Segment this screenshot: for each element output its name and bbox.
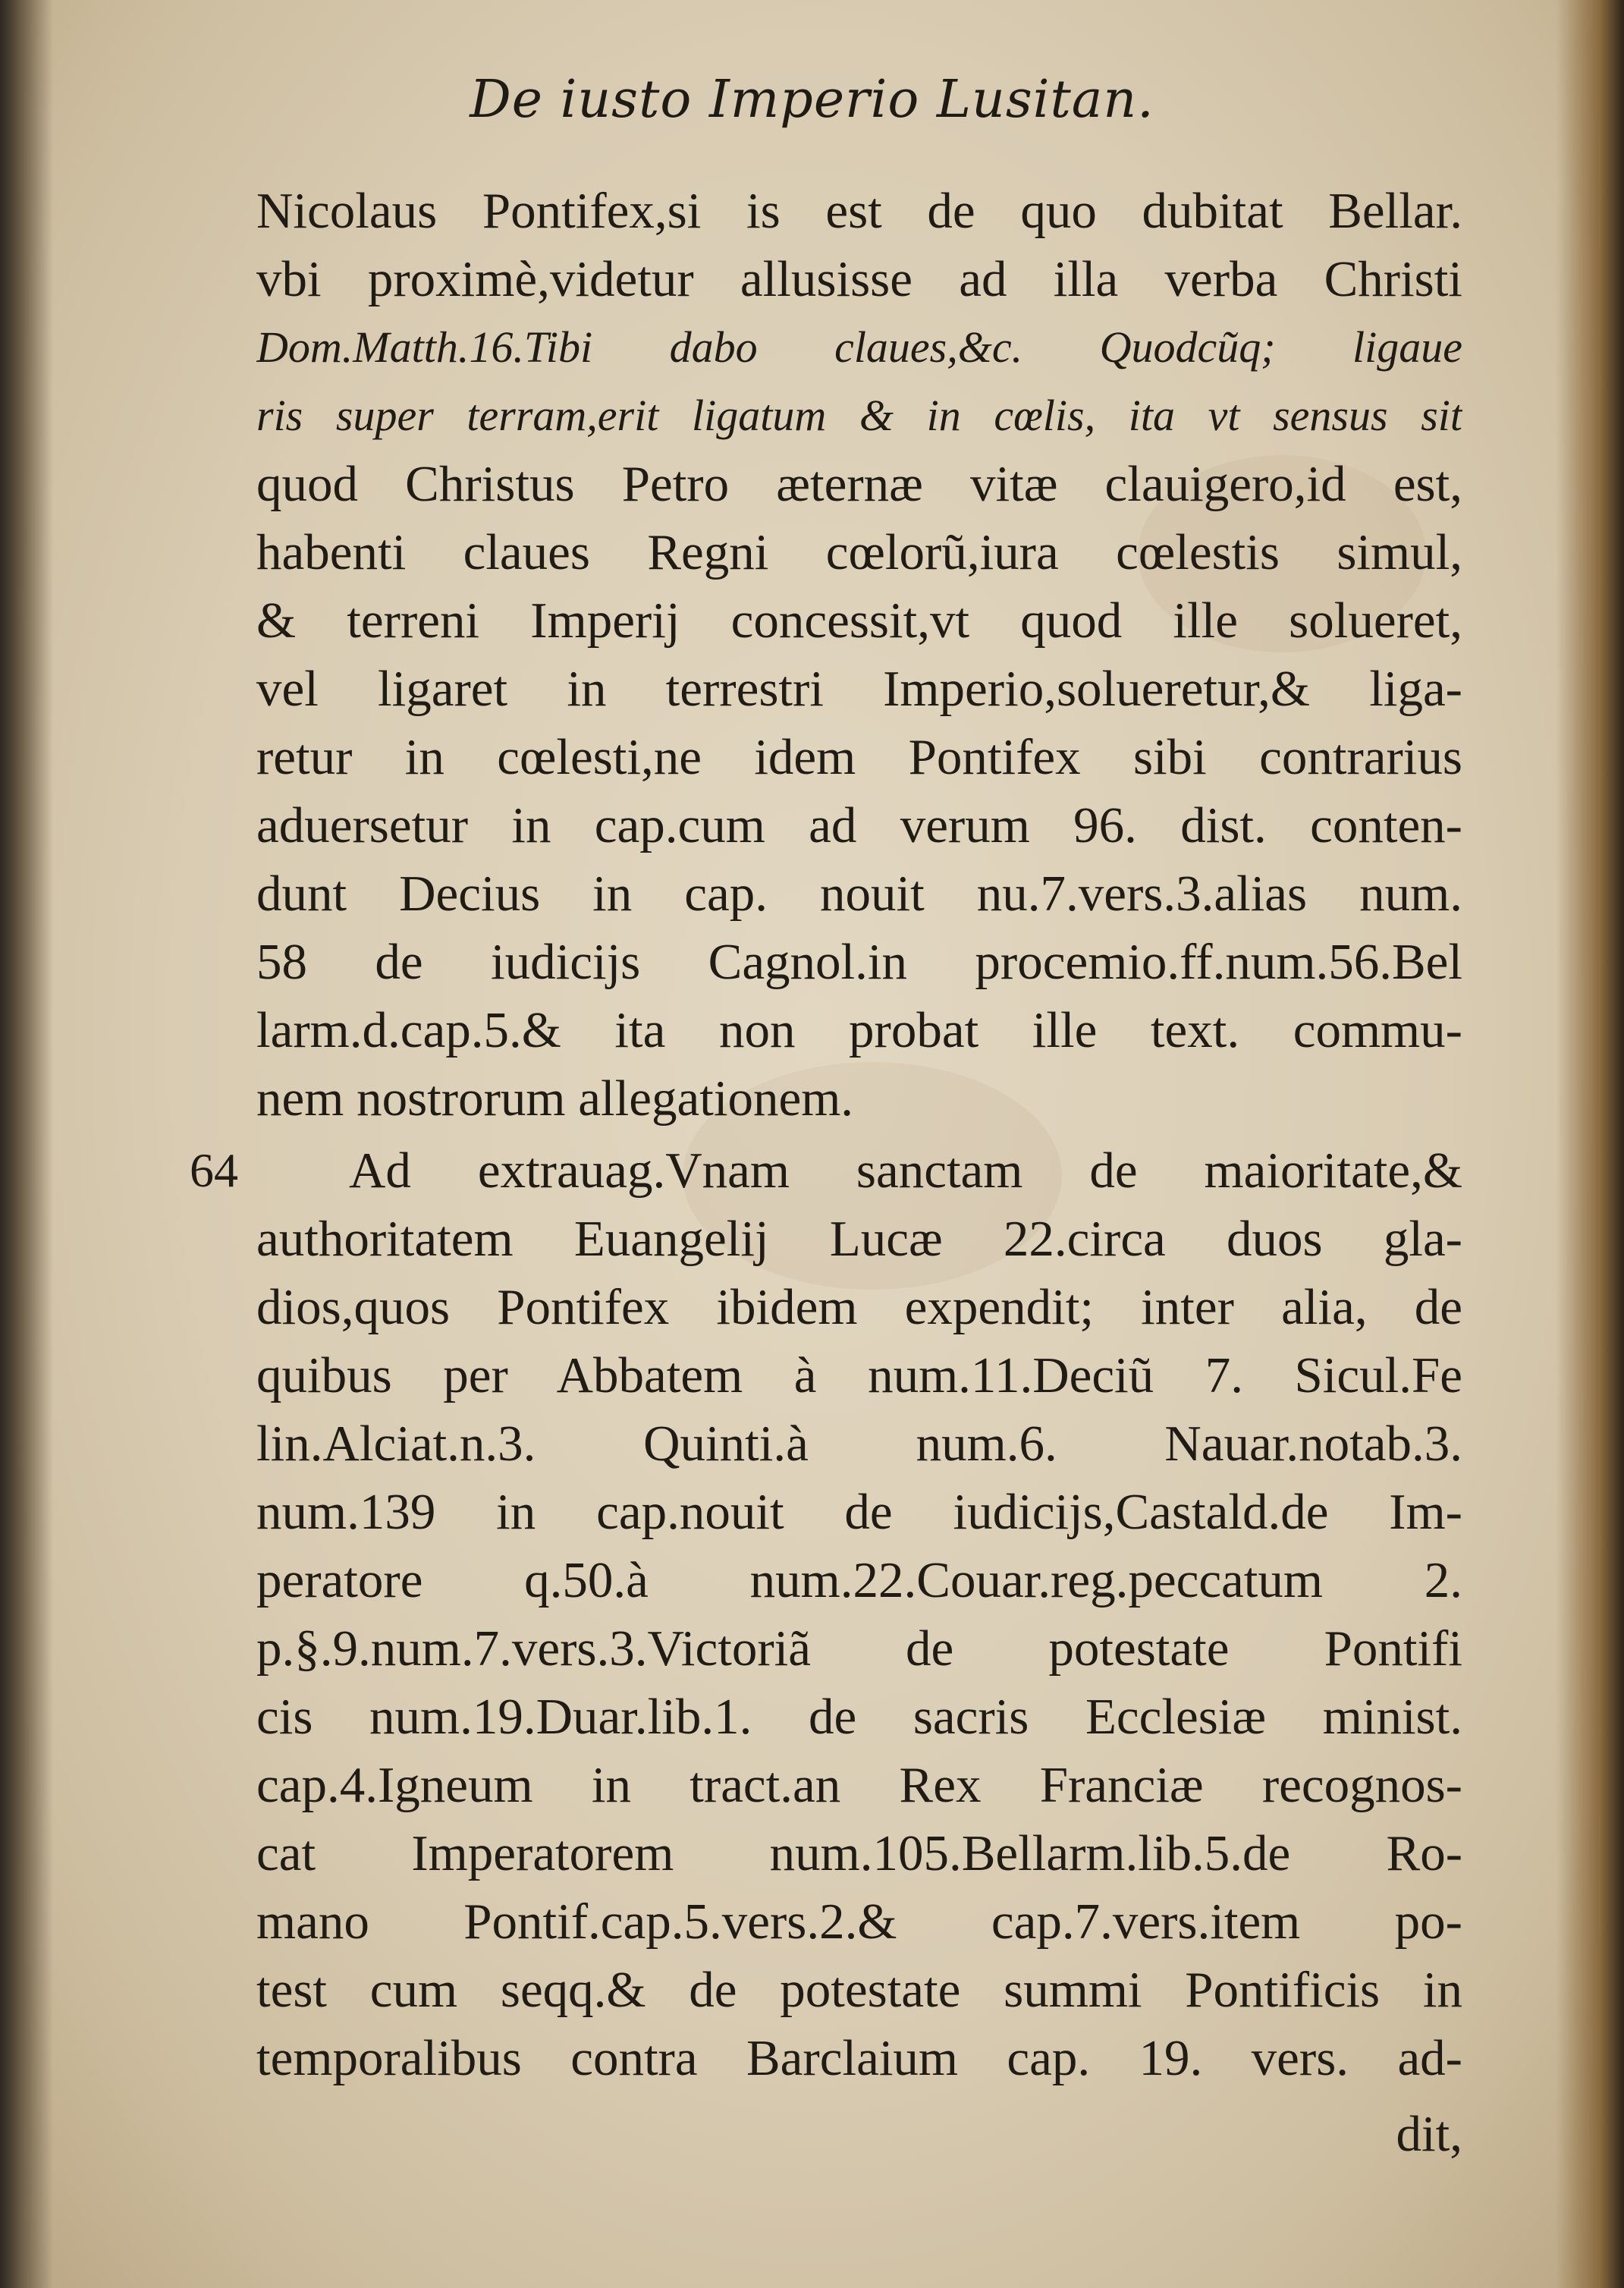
text-line: p.§.9.num.7.vers.3.Victoriã de potestate Pontifi	[256, 1620, 1462, 1677]
text-line: num.139 in cap.nouit de iudicijs,Castald.de Im-	[256, 1484, 1462, 1540]
text-line: nem nostrorum allegationem.	[256, 1070, 854, 1127]
text-line: cat Imperatorem num.105.Bellarm.lib.5.de Ro-	[256, 1825, 1462, 1881]
text-line: cap.4.Igneum in tract.an Rex Franciæ recognos-	[256, 1757, 1462, 1813]
text-line: test cum seqq.& de potestate summi Pontificis in	[256, 1962, 1462, 2018]
text-line: Ad extrauag.Vnam sanctam de maioritate,&	[349, 1142, 1462, 1199]
text-line: aduersetur in cap.cum ad verum 96. dist. conten-	[256, 797, 1462, 853]
text-line: dios,quos Pontifex ibidem expendit; inter alia, de	[256, 1279, 1462, 1335]
text-line: Dom.Matth.16.Tibi dabo claues,&c. Quodcũq; ligaue	[256, 322, 1462, 372]
text-line: 58 de iudicijs Cagnol.in procemio.ff.num.56.Bel	[256, 934, 1462, 990]
text-line: retur in cœlesti,ne idem Pontifex sibi contrarius	[256, 729, 1462, 785]
text-line: larm.d.cap.5.& ita non probat ille text. commu-	[256, 1002, 1462, 1058]
catchword: dit,	[1396, 2106, 1462, 2162]
text-line: peratore q.50.à num.22.Couar.reg.peccatum 2.	[256, 1552, 1462, 1608]
text-line: lin.Alciat.n.3. Quinti.à num.6. Nauar.notab.3.	[256, 1416, 1462, 1472]
text-line: vel ligaret in terrestri Imperio,solueretur,& liga-	[256, 661, 1462, 717]
text-line: Nicolaus Pontifex,si is est de quo dubitat Bellar.	[256, 183, 1462, 239]
text-line: mano Pontif.cap.5.vers.2.& cap.7.vers.item po-	[256, 1894, 1462, 1950]
text-line: vbi proximè,videtur allusisse ad illa verba Christi	[256, 251, 1462, 307]
text-line: temporalibus contra Barclaium cap. 19. vers. ad-	[256, 2030, 1462, 2086]
text-line: ris super terram,erit ligatum & in cœlis, ita vt sensus sit	[256, 391, 1462, 440]
text-line: authoritatem Euangelij Lucæ 22.circa duos gla-	[256, 1211, 1462, 1267]
running-head: De iusto Imperio Lusitan.	[470, 70, 1154, 130]
text-line: dunt Decius in cap. nouit nu.7.vers.3.alias num.	[256, 866, 1462, 922]
text-line: quibus per Abbatem à num.11.Deciũ 7. Sicul.Fe	[256, 1347, 1462, 1403]
text-line: habenti claues Regni cœlorũ,iura cœlestis simul,	[256, 524, 1462, 580]
text-line: quod Christus Petro æternæ vitæ clauigero,id est,	[256, 456, 1462, 512]
text-line: cis num.19.Duar.lib.1. de sacris Ecclesiæ minist.	[256, 1689, 1462, 1745]
text-line: & terreni Imperij concessit,vt quod ille solueret,	[256, 592, 1462, 649]
marginal-paragraph-number: 64	[190, 1143, 238, 1197]
